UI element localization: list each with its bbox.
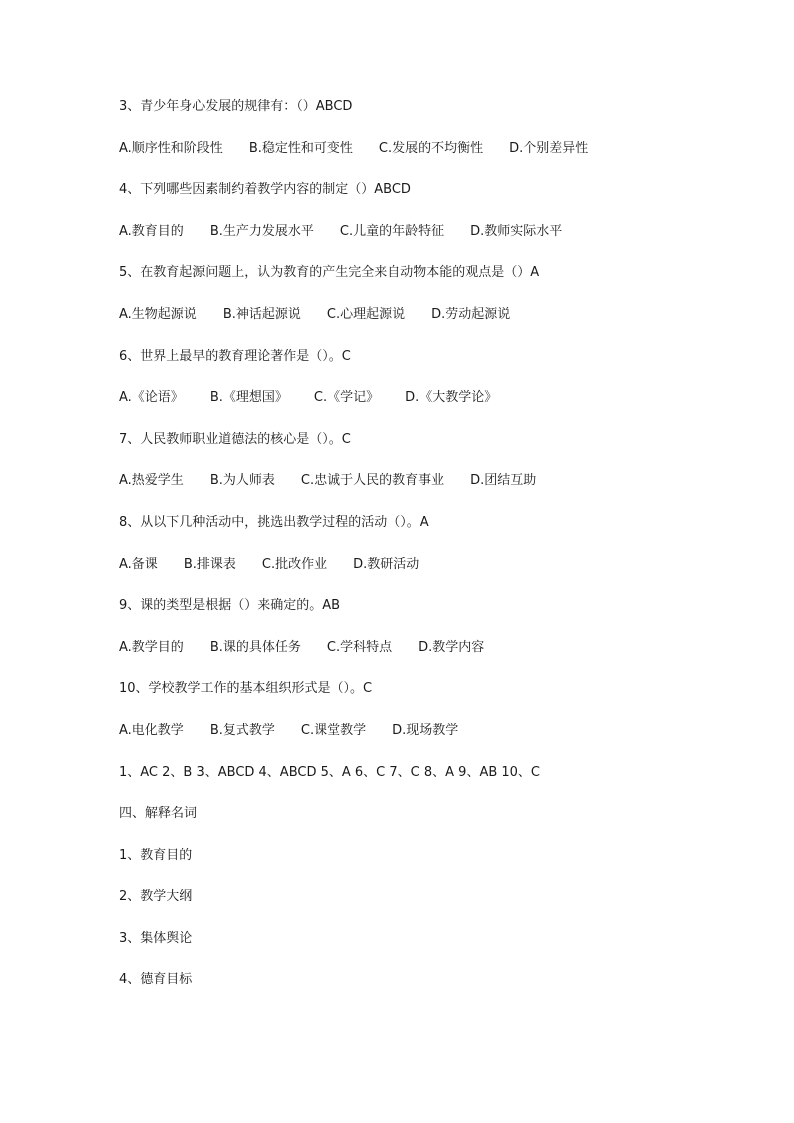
- question-8-stem: 8、从以下几种活动中，挑选出教学过程的活动（）。A: [119, 514, 429, 530]
- question-10-option-d: D.现场教学: [392, 722, 459, 738]
- question-3-option-b: B.稳定性和可变性: [248, 140, 353, 156]
- question-3-options: [119, 139, 719, 159]
- question-10-options: [119, 721, 719, 741]
- question-4-option-a: A.教育目的: [119, 223, 184, 239]
- question-7-option-d: D.团结互助: [470, 473, 537, 489]
- question-9-option-c: C.学科特点: [326, 639, 393, 655]
- question-10-option-a: A.电化教学: [119, 722, 184, 738]
- question-4-options: [119, 222, 719, 242]
- question-4-option-b: B.生产力发展水平: [209, 223, 314, 239]
- question-5-option-a: A.生物起源说: [119, 306, 197, 322]
- question-9-option-a: A.教学目的: [119, 639, 184, 655]
- question-6-option-b: B.《理想国》: [209, 390, 288, 406]
- question-5-options: [119, 305, 719, 325]
- document-page: [119, 97, 719, 1012]
- question-7-option-c: C.忠诚于人民的教育事业: [300, 473, 445, 489]
- question-6-option-a: A.《论语》: [119, 390, 184, 406]
- question-6-option-c: C.《学记》: [313, 390, 380, 406]
- answer-key: 1、AC 2、B 3、ABCD 4、ABCD 5、A 6、C 7、C 8、A 9、AB 10、C: [119, 764, 541, 780]
- question-6-options: [119, 388, 719, 408]
- question-10-option-b: B.复式教学: [209, 722, 275, 738]
- question-7-option-a: A.热爱学生: [119, 473, 184, 489]
- question-6-option-d: D.《大教学论》: [405, 390, 498, 406]
- question-9-stem: 9、课的类型是根据（）来确定的。AB: [119, 598, 341, 614]
- question-6-stem: 6、世界上最早的教育理论著作是（）。C: [119, 348, 351, 364]
- term-1: 1、教育目的: [119, 847, 193, 863]
- question-4-option-c: C.儿童的年龄特征: [339, 223, 445, 239]
- question-9-option-d: D.教学内容: [418, 639, 485, 655]
- question-7-stem: 7、人民教师职业道德法的核心是（）。C: [119, 431, 351, 447]
- question-4-stem: 4、下列哪些因素制约着教学内容的制定（）ABCD: [119, 182, 411, 198]
- question-5-option-c: C.心理起源说: [326, 306, 406, 322]
- section-title: 四、解释名词: [119, 806, 198, 822]
- question-8-options: [119, 555, 719, 575]
- question-5-stem: 5、在教育起源问题上，认为教育的产生完全来自动物本能的观点是（）A: [119, 265, 540, 281]
- question-3-option-c: C.发展的不均衡性: [378, 140, 484, 156]
- term-2: 2、教学大纲: [119, 889, 193, 905]
- question-3-stem: 3、青少年身心发展的规律有：（）ABCD: [119, 99, 353, 114]
- question-8-option-a: A.备课: [119, 556, 158, 572]
- question-4-option-d: D.教师实际水平: [470, 223, 563, 239]
- question-10-option-c: C.课堂教学: [300, 722, 367, 738]
- question-9-option-b: B.课的具体任务: [209, 639, 301, 655]
- question-9-options: [119, 638, 719, 658]
- question-8-option-b: B.排课表: [183, 556, 236, 572]
- question-10-stem: 10、学校教学工作的基本组织形式是（）。C: [119, 681, 373, 697]
- term-4: 4、德育目标: [119, 972, 193, 988]
- question-5-option-b: B.神话起源说: [222, 306, 301, 322]
- question-3-option-a: A.顺序性和阶段性: [119, 140, 223, 156]
- question-8-option-d: D.教研活动: [353, 556, 420, 572]
- question-7-option-b: B.为人师表: [209, 473, 275, 489]
- question-5-option-d: D.劳动起源说: [431, 306, 511, 322]
- question-3-option-d: D.个别差异性: [509, 140, 589, 156]
- question-7-options: [119, 471, 719, 491]
- question-8-option-c: C.批改作业: [261, 556, 328, 572]
- term-3: 3、集体舆论: [119, 930, 193, 946]
